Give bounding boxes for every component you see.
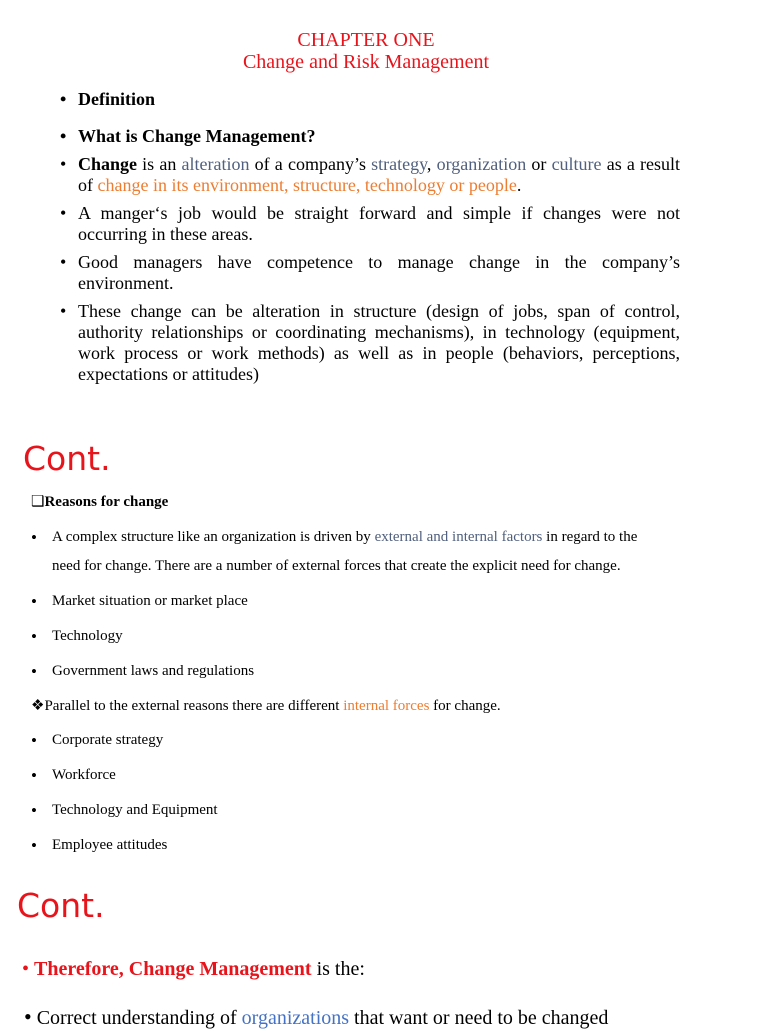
internal-item-2: • Workforce [31, 766, 116, 785]
chapter-label: CHAPTER ONE [297, 29, 435, 51]
reasons-heading: ❑Reasons for change [31, 494, 169, 510]
chapter-title-block [0, 29, 732, 73]
correct-understanding-item: • Correct understanding of organizations that want or need to be changed [24, 1004, 609, 1029]
cont-heading-2: Cont. [17, 886, 105, 925]
external-item-1: • Market situation or market place [31, 592, 248, 611]
chapter-subtitle: Change and Risk Management [242, 51, 490, 73]
bullet-manager-job: • A manger‘s job would be straight forward and simple if changes were not occurring in these areas. [60, 203, 680, 245]
bullet-what-is: • What is Change Management? [60, 126, 680, 147]
bullet-good-managers: • Good managers have competence to manage change in the company’s environment. [60, 252, 680, 294]
bullet-change-definition: • Change is an alteration of a company’s strategy, organization or culture as a result of change in its environment, structure, technology or people. [60, 154, 680, 196]
internal-item-3: • Technology and Equipment [31, 801, 218, 820]
bullet-these-change: • These change can be alteration in structure (design of jobs, span of control, authority relationships or coordinating mechanisms), in technology (equipment, work process or work methods) as well as in people (behaviors, perceptions, expectations or attitudes) [60, 301, 680, 385]
parallel-item: ❖Parallel to the external reasons there are different internal forces for change. [31, 698, 501, 714]
bullet-definition: • Definition [60, 89, 680, 110]
therefore-lead: • Therefore, Change Management is the: [22, 958, 365, 980]
checkbox-square-icon: ❑ [31, 494, 45, 510]
slide1-bullet-list [60, 89, 680, 385]
internal-item-4: • Employee attitudes [31, 836, 168, 855]
complex-structure-item: • A complex structure like an organization is driven by external and internal factors in regard to the need for change. There are a number of external forces that create the explicit need for change. [31, 528, 638, 574]
internal-item-1: • Corporate strategy [31, 731, 164, 750]
diamond-bullet-icon: ❖ [31, 698, 45, 714]
external-item-3: • Government laws and regulations [31, 662, 255, 681]
cont-heading-1: Cont. [23, 439, 111, 478]
external-item-2: • Technology [31, 627, 123, 646]
